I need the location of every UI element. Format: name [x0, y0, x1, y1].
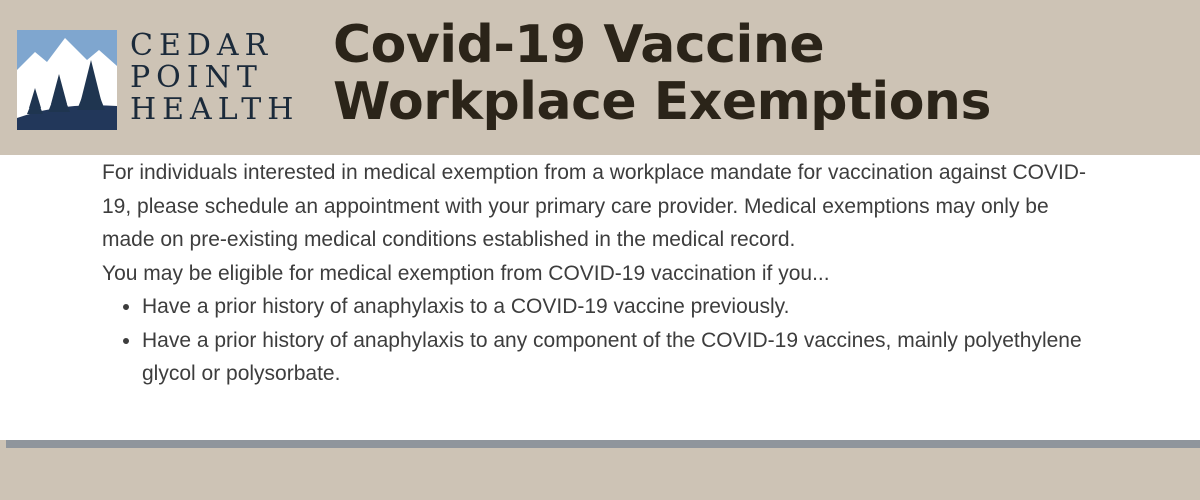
eligibility-lead: You may be eligible for medical exemption from COVID-19 vaccination if you... — [102, 261, 830, 285]
logo-line-2: POINT — [130, 60, 263, 95]
logo-mountain-trees-icon — [17, 30, 117, 130]
logo-line-3: HEALTH — [130, 92, 300, 127]
intro-paragraph: For individuals interested in medical exemption from a workplace mandate for vaccination against COVID-19, please schedule an appointment with your primary care provider. Medical exemptions may only be made on pre-existing medical conditions established in the medical record. — [102, 161, 1086, 251]
page-title — [333, 17, 991, 131]
list-item: • Have a prior history of anaphylaxis to a COVID-19 vaccine previously. — [142, 290, 1102, 324]
list-item: • Have a prior history of anaphylaxis to any component of the COVID-19 vaccines, mainly polyethylene glycol or polysorbate. — [142, 324, 1102, 391]
card-shadow-divider — [6, 440, 1200, 448]
header-banner — [0, 0, 1200, 155]
eligibility-list — [102, 290, 1102, 391]
body-text — [102, 156, 1102, 391]
title-line-1: Covid-19 Vaccine — [333, 15, 825, 75]
title-line-2: Workplace Exemptions — [333, 72, 991, 132]
logo-wordmark — [130, 30, 299, 126]
logo-line-1: CEDAR — [130, 28, 274, 63]
